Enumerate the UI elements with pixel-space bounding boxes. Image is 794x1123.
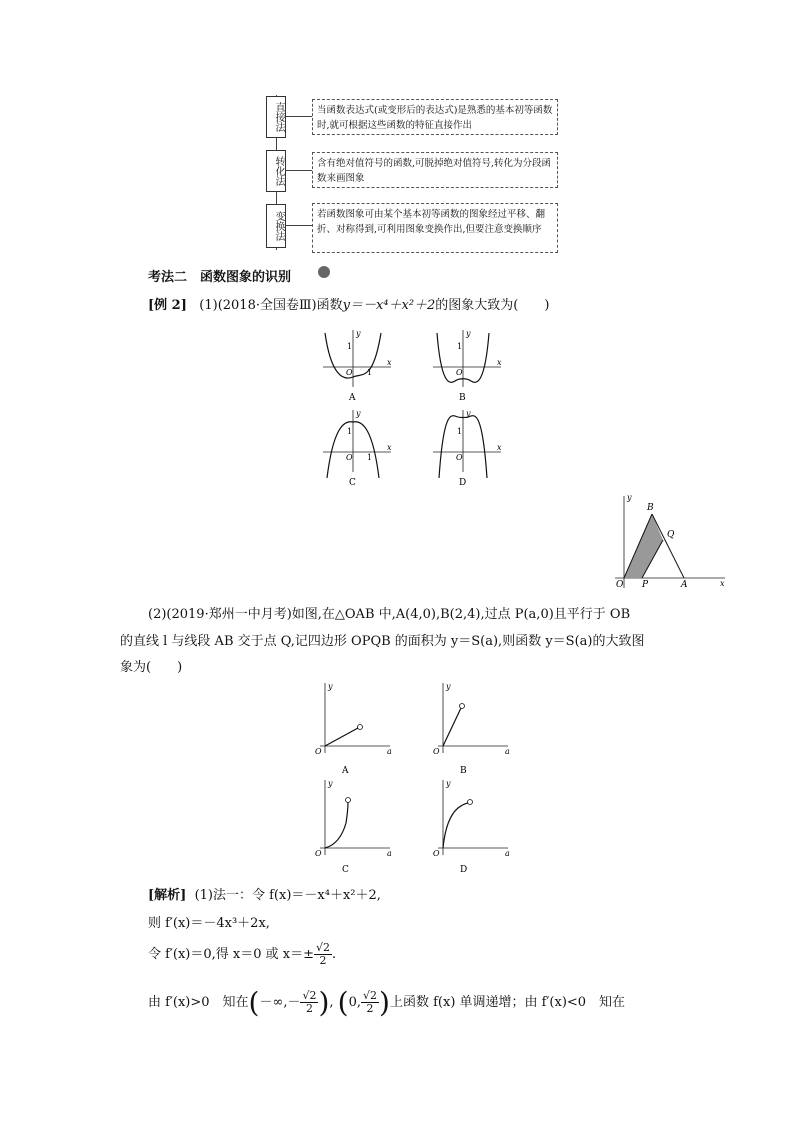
graph2-D-origin: O [433, 849, 440, 858]
graph-D-x-label: x [497, 443, 502, 452]
graph-D-origin: O [456, 453, 463, 462]
graph-C-y-label: y [356, 409, 361, 418]
graph-C-caption: C [349, 478, 356, 488]
section-title: 考法二 函数图象的识别 [148, 270, 292, 285]
method-box-change: 变换法 [266, 204, 286, 248]
method-desc-transform: 含有绝对值符号的函数,可脱掉绝对值符号,转化为分段函数来画图象 [312, 152, 558, 188]
graph-A-one: 1 [347, 342, 353, 351]
graph2-C [315, 779, 392, 875]
graph-A-y-label: y [356, 329, 361, 338]
graph-C-one-x: 1 [367, 453, 373, 462]
method-box-direct: 直接法 [266, 96, 286, 138]
graph2-B [433, 682, 510, 776]
graph-A-x-label: x [387, 358, 392, 367]
graph-D-y-label: y [466, 409, 471, 418]
solution-line3: 令 f′(x)＝0,得 x＝0 或 x＝± $\frac{√2}{2}$ . [148, 941, 337, 967]
graph2-C-y-label: y [328, 779, 333, 788]
graph2-D-a-label: a [505, 849, 510, 858]
graph-B [433, 329, 502, 403]
method-desc-change: 若函数图象可由某个基本初等函数的图象经过平移、翻折、对称得到,可利用图象变换作出,但要注意变换顺序 [312, 203, 558, 253]
graph-C-x-label: x [387, 443, 392, 452]
graph2-C-caption: C [342, 865, 349, 875]
graph-B-caption: B [459, 393, 466, 403]
solution-line1: [解析] (1)法一：令 f(x)＝－x⁴＋x²＋2, [148, 888, 381, 903]
tri-x-label: x [720, 579, 725, 588]
graphs-part1 [318, 325, 548, 495]
graph-A-caption: A [349, 393, 356, 403]
method-desc-direct: 当函数表达式(或变形后的表达式)是熟悉的基本初等函数时,就可根据这些函数的特征直接作出 [312, 99, 558, 135]
graph-B-origin: O [456, 368, 463, 377]
tri-B-label: B [647, 503, 654, 513]
graph2-D-y-label: y [446, 779, 451, 788]
tri-A-label: A [681, 580, 688, 590]
graph-B-one: 1 [457, 342, 463, 351]
graph2-D [433, 779, 510, 875]
graph-A [323, 329, 392, 403]
graph2-A-caption: A [342, 766, 349, 776]
example-part2-line3: 象为( ) [120, 660, 183, 675]
triangle-figure [610, 490, 730, 590]
graph-D [433, 409, 502, 488]
graphs-part2 [310, 678, 525, 878]
graph2-B-a-label: a [505, 747, 510, 756]
example-line1: [例 2] (1)(2018·全国卷Ⅲ)函数y＝－x⁴＋x²＋2的图象大致为( ) [148, 298, 550, 313]
graph2-B-y-label: y [446, 682, 451, 691]
graph2-A-origin: O [315, 747, 322, 756]
method-box-transform: 转化法 [266, 150, 286, 192]
graph2-D-caption: D [460, 865, 468, 875]
tri-O-label: O [616, 580, 624, 590]
example-part2-line1: (2)(2019·郑州一中月考)如图,在△OAB 中,A(4,0),B(2,4),过点 P(a,0)且平行于 OB [148, 607, 631, 622]
example-part2-line2: 的直线 l 与线段 AB 交于点 Q,记四边形 OPQB 的面积为 y＝S(a),则函数 y＝S(a)的大致图 [120, 634, 645, 649]
tri-P-label: P [642, 580, 649, 590]
graph-A-origin: O [346, 368, 353, 377]
graph2-A-y-label: y [328, 682, 333, 691]
graph2-C-origin: O [315, 849, 322, 858]
graph-C-origin: O [346, 453, 353, 462]
graph2-B-caption: B [460, 766, 467, 776]
graph2-A [315, 682, 392, 776]
graph-B-y-label: y [466, 329, 471, 338]
tri-y-label: y [627, 493, 632, 502]
graph-D-one: 1 [457, 427, 463, 436]
graph2-B-origin: O [433, 747, 440, 756]
solution-line4: 由 f′(x)>0 知在(－∞,－ $\frac{√2}{2}$ ), (0, $\frac{√2}{2}$ )上函数 f(x) 单调递增；由 f′(x)<0 知在 [148, 986, 626, 1019]
graph-A-one-x: 1 [367, 368, 373, 377]
section-dot-icon [318, 266, 330, 278]
graph-B-x-label: x [497, 358, 502, 367]
graph2-A-a-label: a [387, 747, 392, 756]
graph-D-caption: D [459, 478, 467, 488]
solution-line2: 则 f′(x)＝－4x³＋2x, [148, 916, 270, 931]
graph2-C-a-label: a [387, 849, 392, 858]
tri-Q-label: Q [667, 530, 675, 540]
graph-C-one: 1 [347, 427, 353, 436]
graph-C [323, 409, 392, 488]
